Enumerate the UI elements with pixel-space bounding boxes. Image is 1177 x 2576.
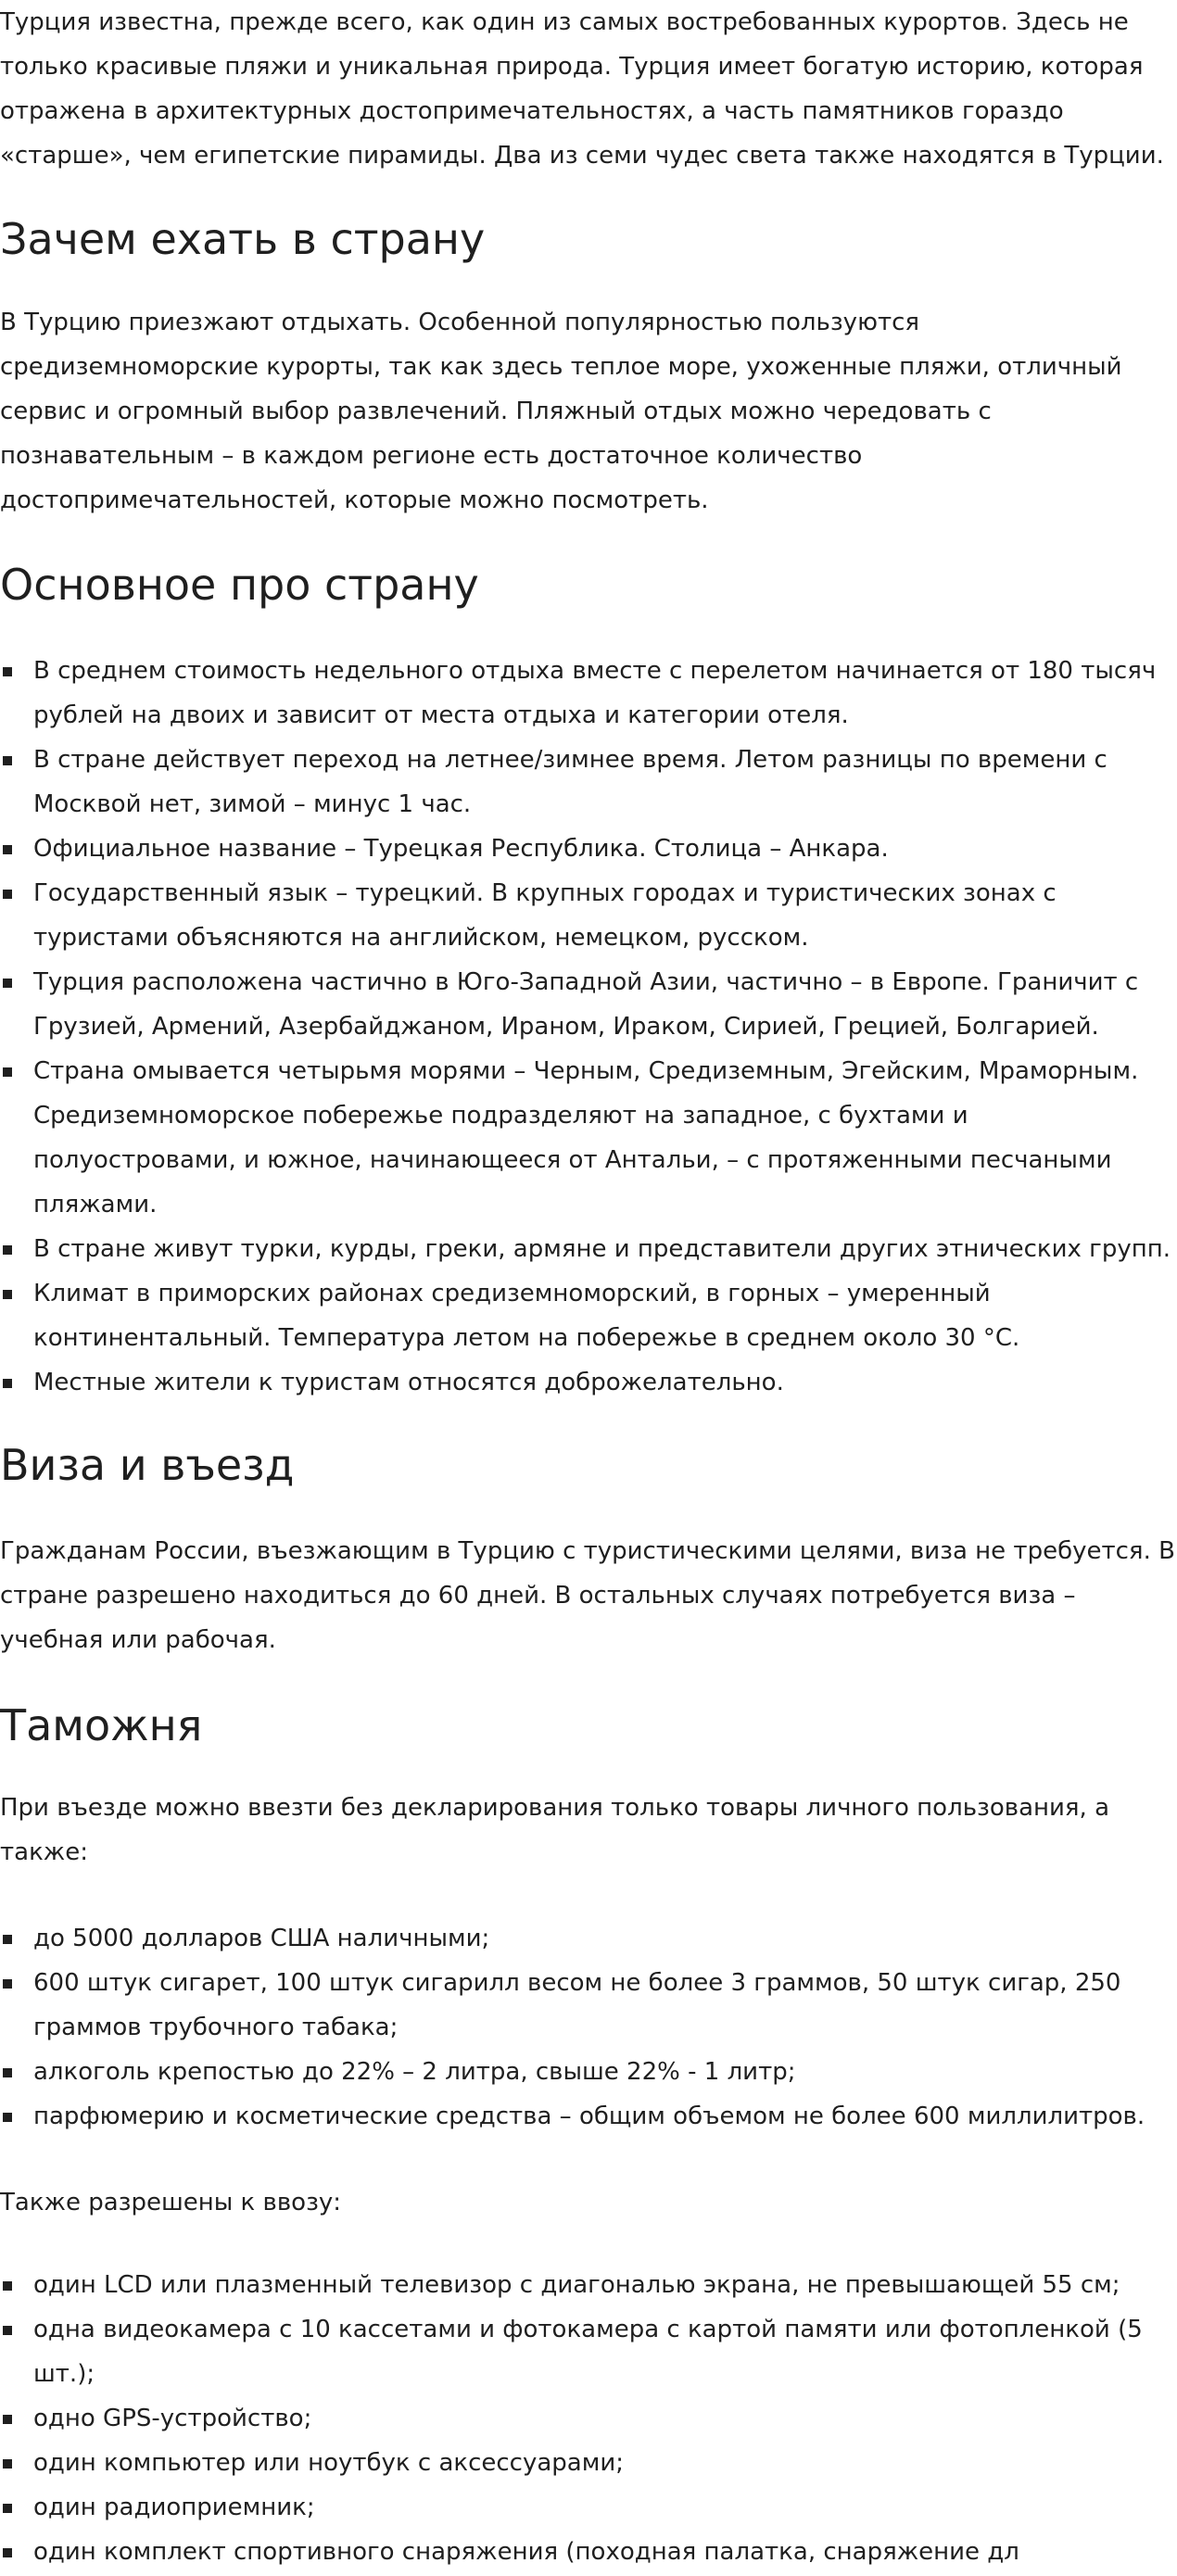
section-heading-visa: Виза и въезд [0, 1440, 295, 1490]
list-item: один компьютер или ноутбук с аксессуарами; [0, 2441, 1177, 2485]
list-item: одно GPS-устройство; [0, 2396, 1177, 2441]
intro-paragraph: Турция известна, прежде всего, как один из самых востребованных курортов. Здесь не только красивые пляжи и уникальная природа. Турция имеет богатую историю, которая отражена в архитектурных достопримечательностях, а часть памятников гораздо «старше», чем египетские пирамиды. Два из семи чудес света также находятся в Турции. [0, 8, 1164, 170]
customs-paragraph: При въезде можно ввезти без декларирования только товары личного пользования, а также: [0, 1794, 1110, 1866]
list-item: Страна омывается четырьмя морями – Черным, Средиземным, Эгейским, Мраморным. Средиземноморское побережье подразделяют на западное, с бухтами и полуостровами, и южное, начинающееся от Антальи, – с протяженными песчаными пляжами. [0, 1049, 1177, 1227]
list-item: парфюмерию и косметические средства – общим объемом не более 600 миллилитров. [0, 2094, 1177, 2139]
list-item: алкоголь крепостью до 22% – 2 литра, свыше 22% - 1 литр; [0, 2050, 1177, 2094]
why-paragraph: В Турцию приезжают отдыхать. Особенной популярностью пользуются средиземноморские курорты, так как здесь теплое море, ухоженные пляжи, отличный сервис и огромный выбор развлечений. Пляжный отдых можно чередовать с познавательным – в каждом регионе есть достаточное количество достопримечательностей, которые можно посмотреть. [0, 309, 1122, 514]
list-item: Местные жители к туристам относятся доброжелательно. [0, 1360, 1177, 1405]
list-item: В среднем стоимость недельного отдыха вместе с перелетом начинается от 180 тысяч рублей на двоих и зависит от места отдыха и категории отеля. [0, 649, 1177, 738]
basic-facts-list [0, 649, 1177, 1405]
section-heading-basic: Основное про страну [0, 560, 479, 610]
list-item: до 5000 долларов США наличными; [0, 1916, 1177, 1961]
section-heading-why: Зачем ехать в страну [0, 214, 486, 264]
list-item: Турция расположена частично в Юго-Западной Азии, частично – в Европе. Граничит с Грузией, Армений, Азербайджаном, Ираном, Ираком, Сирией, Грецией, Болгарией. [0, 960, 1177, 1049]
customs-list [0, 1916, 1177, 2139]
list-item: В стране действует переход на летнее/зимнее время. Летом разницы по времени с Москвой нет, зимой – минус 1 час. [0, 738, 1177, 827]
list-item: Климат в приморских районах средиземноморский, в горных – умеренный континентальный. Температура летом на побережье в среднем около 30 °С. [0, 1271, 1177, 1360]
list-item: В стране живут турки, курды, греки, армяне и представители других этнических групп. [0, 1227, 1177, 1271]
list-item: 600 штук сигарет, 100 штук сигарилл весом не более 3 граммов, 50 штук сигар, 250 граммов трубочного табака; [0, 1961, 1177, 2050]
list-item: один LCD или плазменный телевизор с диагональю экрана, не превышающей 55 см; [0, 2263, 1177, 2307]
visa-paragraph: Гражданам России, въезжающим в Турцию с туристическими целями, виза не требуется. В стране разрешено находиться до 60 дней. В остальных случаях потребуется виза – учебная или рабочая. [0, 1537, 1175, 1654]
section-heading-customs: Таможня [0, 1700, 203, 1750]
allowed-items-list [0, 2263, 1177, 2574]
list-item: Государственный язык – турецкий. В крупных городах и туристических зонах с туристами объясняются на английском, немецком, русском. [0, 871, 1177, 960]
list-item: один комплект спортивного снаряжения (походная палатка, снаряжение дл [0, 2530, 1177, 2574]
list-item: один радиоприемник; [0, 2485, 1177, 2530]
allowed-intro: Также разрешены к ввозу: [0, 2189, 342, 2216]
list-item: Официальное название – Турецкая Республика. Столица – Анкара. [0, 827, 1177, 871]
list-item: одна видеокамера с 10 кассетами и фотокамера с картой памяти или фотопленкой (5 шт.); [0, 2307, 1177, 2396]
